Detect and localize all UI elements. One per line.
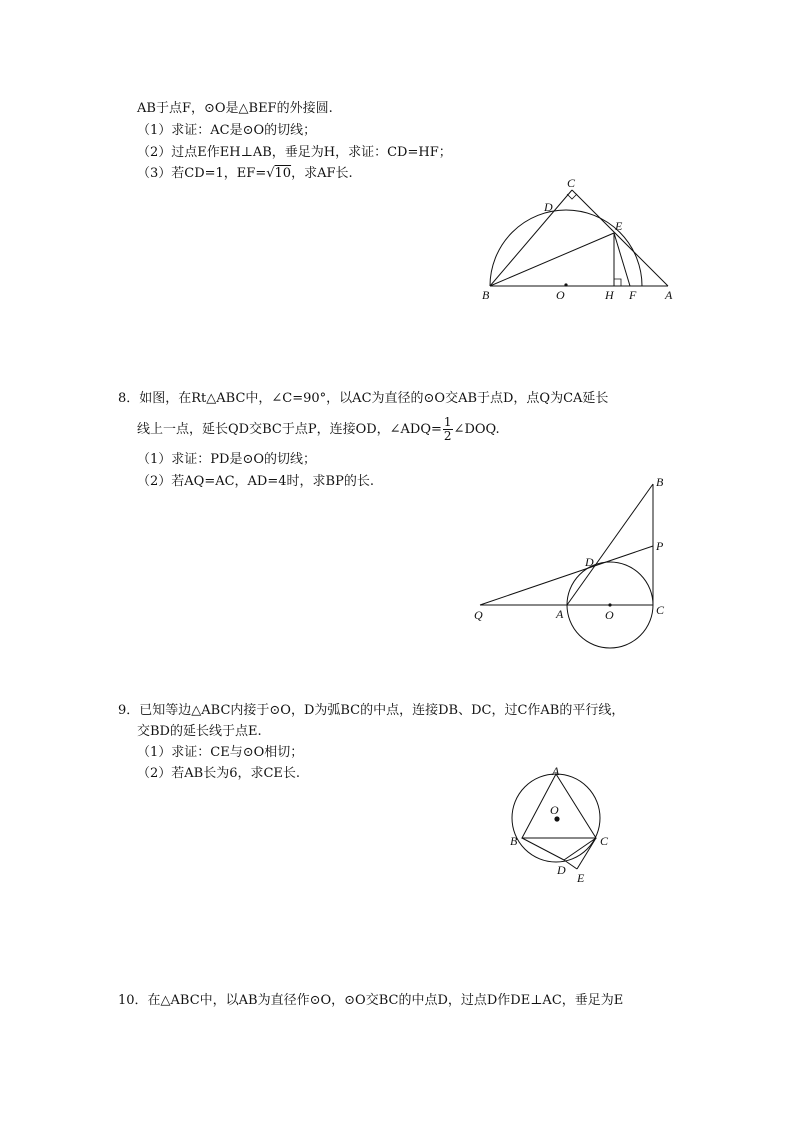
p8-label-Q: Q <box>474 608 483 622</box>
p9-label-A: A <box>552 764 560 778</box>
p10-line1: 10．在△ABC中，以AB为直径作⊙O，⊙O交BC的中点D，过点D作DE⊥AC，垂足为E <box>118 993 624 1008</box>
p9-q2: （2）若AB长为6，求CE长. <box>137 766 301 781</box>
figure-problem7 <box>480 178 680 303</box>
p7-label-F: F <box>629 288 637 302</box>
p8-line1: 8．如图，在Rt△ABC中，∠C=90°，以AC为直径的⊙O交AB于点D，点Q为CA延长 <box>118 391 609 406</box>
p7-q3 <box>137 165 353 183</box>
p9-q1: （1）求证：CE与⊙O相切； <box>137 745 304 760</box>
p8-q2: （2）若AQ=AC，AD=4时，求BP的长. <box>137 474 374 489</box>
p7-label-H: H <box>605 288 614 302</box>
p7-q2: （2）过点E作EH⊥AB，垂足为H，求证：CD=HF； <box>137 145 452 160</box>
sqrt-symbol: √ <box>266 166 275 181</box>
p8-label-B: B <box>656 475 664 489</box>
p9-line2: 交BD的延长线于点E. <box>137 724 262 739</box>
p7-q3-after: ，求AF长. <box>291 166 353 181</box>
p8-line2-before: 线上一点，延长QD交BC于点P，连接OD，∠ADQ= <box>137 422 442 437</box>
p7-label-A: A <box>665 288 673 302</box>
p8-line2-after: ∠DOQ. <box>453 422 500 437</box>
p9-label-B: B <box>510 834 518 848</box>
p7-q3-sqrt: 10 <box>274 166 292 181</box>
p8-label-O: O <box>605 608 614 622</box>
p8-label-P: P <box>656 539 664 553</box>
p7-q3-before: （3）若CD=1，EF= <box>137 166 267 181</box>
p8-line2 <box>137 416 500 443</box>
p7-intro: AB于点F，⊙O是△BEF的外接圆. <box>137 101 333 116</box>
p7-label-E: E <box>615 219 623 233</box>
p7-q1: （1）求证：AC是⊙O的切线； <box>137 123 317 138</box>
p9-line1: 9．已知等边△ABC内接于⊙O，D为弧BC的中点，连接DB、DC，过C作AB的平行线， <box>118 703 625 718</box>
p7-label-B: B <box>482 288 490 302</box>
p7-label-D: D <box>544 200 553 214</box>
p9-label-E: E <box>577 871 585 885</box>
p8-label-D: D <box>585 555 594 569</box>
p8-label-A: A <box>556 607 564 621</box>
p9-label-C: C <box>600 834 609 848</box>
p9-label-O: O <box>550 803 559 817</box>
p7-label-O: O <box>556 288 565 302</box>
figure-problem9 <box>505 762 615 892</box>
p8-q1: （1）求证：PD是⊙O的切线； <box>137 452 316 467</box>
p8-label-C: C <box>656 603 665 617</box>
frac-num: 1 <box>443 415 452 429</box>
p7-label-C: C <box>567 176 576 190</box>
p9-label-D: D <box>557 863 566 877</box>
frac-den: 2 <box>443 429 452 443</box>
figure-problem8 <box>470 474 680 654</box>
fraction-half <box>443 416 453 443</box>
